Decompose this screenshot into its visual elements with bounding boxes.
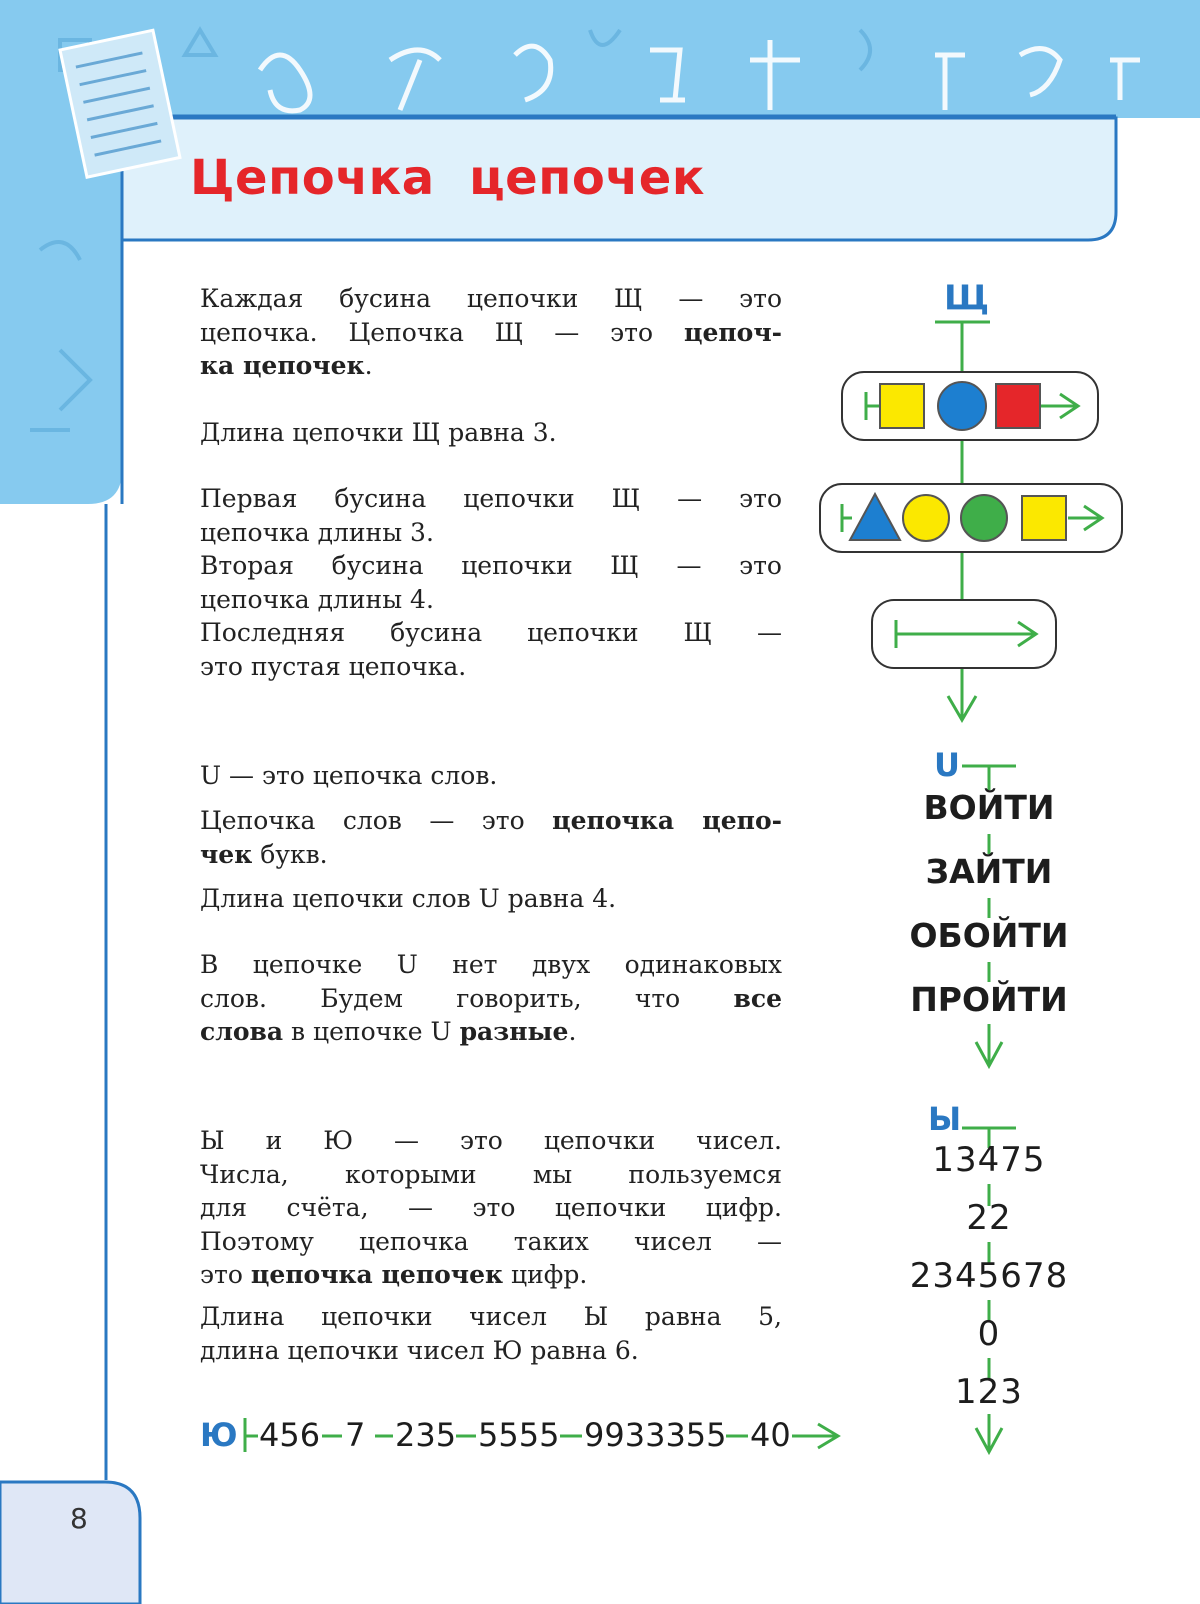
paragraph-chain-of-letters: Цепочка слов — это цепочка цепо- чек букв. [200, 806, 782, 869]
paragraph-u-words: U — это цепочка слов. [200, 761, 498, 790]
paragraph-different-words: В цепочке U нет двух одинаковых слов. Будем говорить, что все слова в цепочке U разные. [200, 950, 782, 1046]
chain-shch-label: Щ [944, 278, 990, 318]
bead-1 [842, 372, 1098, 440]
word-item: ПРОЙТИ [910, 980, 1068, 1019]
number-item: 123 [955, 1372, 1023, 1412]
blue-circle [938, 382, 986, 430]
number-item: 13475 [932, 1140, 1046, 1180]
paragraph-chain-of-chains: Каждая бусина цепочки Щ — это цепочка. Цепочка Щ — это цепоч- ка цепочек. [200, 284, 782, 380]
yellow-square-2 [1022, 496, 1066, 540]
number-item: 235 [395, 1416, 457, 1454]
number-item: 7 [345, 1416, 366, 1454]
green-circle [961, 495, 1007, 541]
word-item: ОБОЙТИ [909, 916, 1069, 955]
number-item: 0 [977, 1314, 1001, 1354]
number-item: 456 [259, 1416, 321, 1454]
bead-2 [820, 484, 1122, 552]
page-title: Цепочка цепочек [190, 150, 705, 206]
chain-yu-label: Ю [200, 1416, 238, 1454]
word-item: ЗАЙТИ [925, 852, 1053, 891]
yellow-circle [903, 495, 949, 541]
yellow-square [880, 384, 924, 428]
number-item: 22 [966, 1198, 1012, 1238]
paragraph-beads: Первая бусина цепочки Щ — это цепочка длины 3. Вторая бусина цепочки Щ — это цепочка длины 4. Последняя бусина цепочки Щ — это пустая цепочка. [200, 484, 782, 681]
text-line: Каждая бусина цепочки Щ — это [200, 284, 782, 313]
chain-u-label: U [934, 746, 960, 784]
word-item: ВОЙТИ [923, 788, 1055, 827]
red-square [996, 384, 1040, 428]
number-item: 2345678 [909, 1256, 1069, 1296]
number-item: 9933355 [584, 1416, 727, 1454]
bead-3-empty [872, 600, 1056, 668]
chain-y-label: Ы [928, 1100, 962, 1138]
number-item: 5555 [478, 1416, 560, 1454]
number-item: 40 [750, 1416, 791, 1454]
paragraph-length-shch: Длина цепочки Щ равна 3. [200, 418, 557, 447]
paragraph-numbers: Ы и Ю — это цепочки чисел. Числа, которыми мы пользуемся для счёта, — это цепочки цифр. Поэтому цепочка таких чисел — это цепочка цепочек цифр. [200, 1126, 782, 1289]
paragraph-length-u: Длина цепочки слов U равна 4. [200, 884, 617, 913]
page-number: 8 [70, 1502, 88, 1535]
paragraph-length-numbers: Длина цепочки чисел Ы равна 5, длина цепочки чисел Ю равна 6. [200, 1302, 782, 1365]
page-tab [0, 1482, 140, 1604]
header-band [0, 0, 1200, 118]
